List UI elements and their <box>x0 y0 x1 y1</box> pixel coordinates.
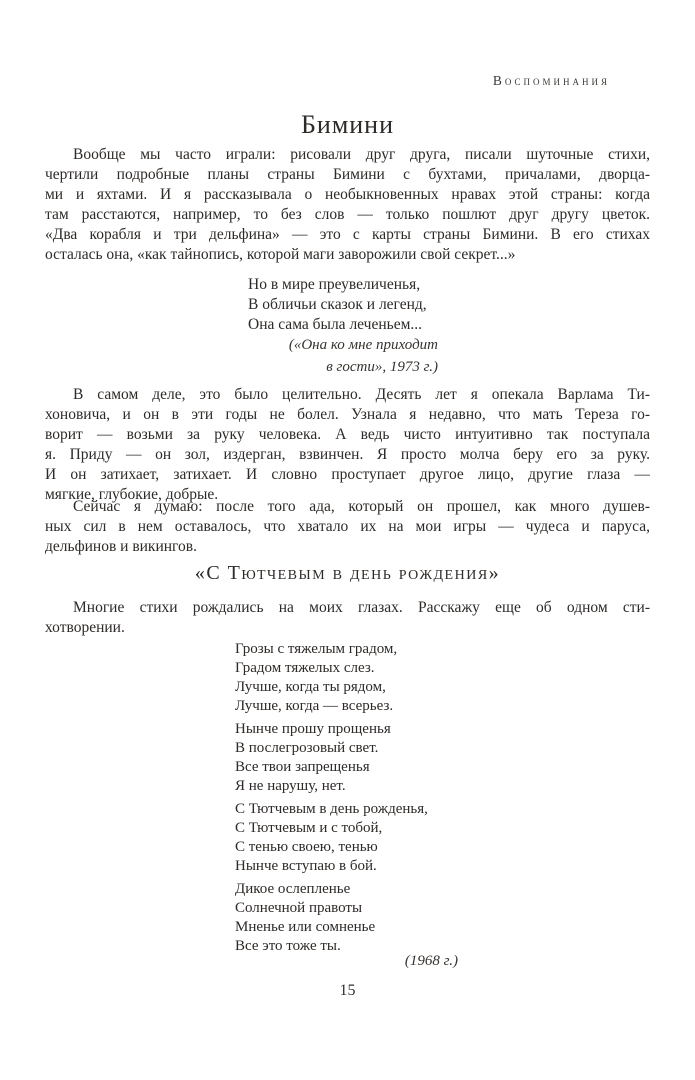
text-line: Сейчас я думаю: после того ада, который он прошел, как много душев- <box>73 498 650 515</box>
section-title: «С Тютчевым в день рождения» <box>194 562 501 584</box>
text-line: И он затихает, затихает. И словно проступает другое лицо, другие глаза — <box>45 466 650 483</box>
text-line: В послегрозовый свет. <box>235 740 379 756</box>
text-line: Лучше, когда — всерьез. <box>235 698 394 714</box>
text-line: Грозы с тяжелым градом, <box>235 641 398 657</box>
text-line: хотворении. <box>45 619 125 636</box>
paragraph <box>45 497 650 557</box>
text-line: дельфинов и викингов. <box>45 538 197 555</box>
chapter-title: Бимини <box>300 110 395 139</box>
verse-block <box>248 275 427 335</box>
text-line: Нынче вступаю в бой. <box>235 858 377 874</box>
poem-stanzas <box>235 640 428 960</box>
text-line: Все это тоже ты. <box>235 938 341 954</box>
text-line: ми и яхтами. И я рассказывала о необыкновенных нравах этой страны: когда <box>45 186 650 203</box>
text-line: Нынче прошу прощенья <box>235 721 391 737</box>
text-line: С Тютчевым и с тобой, <box>235 820 383 836</box>
stanza <box>235 720 428 796</box>
stanza <box>235 800 428 876</box>
text-line: С тенью своею, тенью <box>235 839 378 855</box>
running-header: Воспоминания <box>492 73 610 88</box>
text-line: Солнечной правоты <box>235 900 363 916</box>
text-line: Многие стихи рождались на моих глазах. Расскажу еще об одном сти- <box>73 599 650 616</box>
page-number: 15 <box>339 982 356 999</box>
text-line: Все твои запрещенья <box>235 759 370 775</box>
text-line: осталась она, «как тайнопись, которой маги заворожили свой секрет...» <box>45 246 516 263</box>
paragraph <box>45 145 650 265</box>
verse-attribution <box>45 334 438 378</box>
text-line: («Она ко мне приходит <box>288 337 438 353</box>
text-line: чертили подробные планы страны Бимини с бухтами, причалами, дворца- <box>45 166 650 183</box>
poem-date: (1968 г.) <box>404 953 458 969</box>
stanza <box>235 640 428 716</box>
text-line: там расстаются, например, то без слов — только пошлют друг другу цветок. <box>45 206 650 223</box>
text-line: в гости», 1973 г.) <box>326 359 438 375</box>
text-line: ворит — возьми за руку человека. А ведь чисто интуитивно так поступала <box>45 426 650 443</box>
text-line: Мненье или сомненье <box>235 919 376 935</box>
text-line: мягкие, глубокие, добрые. <box>45 486 219 503</box>
text-line: Но в мире преувеличенья, <box>248 276 421 293</box>
paragraph <box>45 598 650 638</box>
stanza <box>235 880 428 956</box>
paragraph <box>45 385 650 505</box>
text-line: В обличьи сказок и легенд, <box>248 296 427 313</box>
text-line: хоновича, и он в эти годы не болел. Узнала я недавно, что мать Тереза го- <box>45 406 650 423</box>
text-line: С Тютчевым в день рожденья, <box>235 801 428 817</box>
text-line: Градом тяжелых слез. <box>235 660 375 676</box>
text-line: ных сил в нем оставалось, что хватало их на мои игры — чудеса и паруса, <box>45 518 650 535</box>
text-line: Она сама была леченьем... <box>248 316 423 333</box>
text-line: В самом деле, это было целительно. Десять лет я опекала Варлама Ти- <box>73 386 650 403</box>
text-line: «Два корабля и три дельфина» — это с карты страны Бимини. В его стихах <box>45 226 650 243</box>
text-line: Лучше, когда ты рядом, <box>235 679 386 695</box>
text-line: Я не нарушу, нет. <box>235 778 346 794</box>
text-line: Дикое ослепленье <box>235 881 351 897</box>
text-line: я. Приду — он зол, издерган, взвинчен. Я просто молча беру его за руку. <box>45 446 650 463</box>
text-line: Вообще мы часто играли: рисовали друг друга, писали шуточные стихи, <box>73 146 650 163</box>
